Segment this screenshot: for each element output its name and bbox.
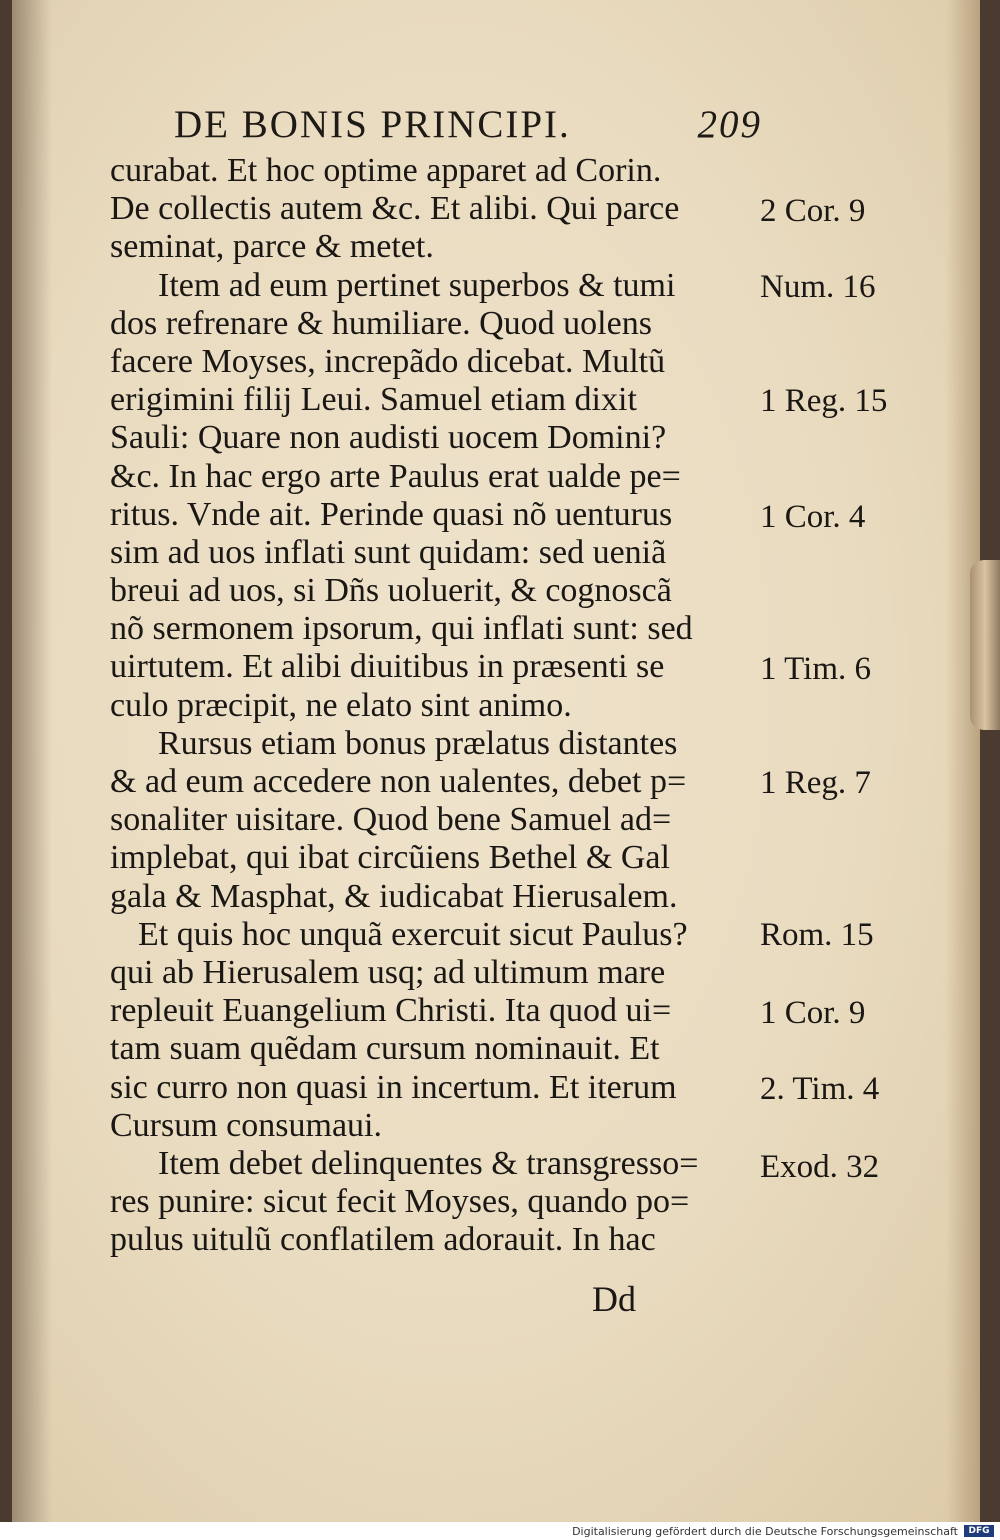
page-number: 209 (697, 103, 762, 146)
margin-reference: Exod. 32 (760, 1149, 880, 1185)
text-line: erigimini filij Leui. Samuel etiam dixit (110, 381, 637, 419)
text-line: implebat, qui ibat circũiens Bethel & Gal (110, 839, 670, 877)
text-line: dos refrenare & humiliare. Quod uolens (110, 304, 652, 342)
text-line: facere Moyses, increpãdo dicebat. Multũ (110, 342, 666, 380)
margin-reference: 1 Cor. 4 (760, 499, 866, 535)
text-line: Et quis hoc unquã exercuit sicut Paulus? (138, 915, 688, 953)
margin-reference: 1 Reg. 7 (760, 765, 871, 801)
text-line: sim ad uos inflati sunt quidam: sed ueniã (110, 533, 667, 571)
text-line: & ad eum accedere non ualentes, debet p= (110, 763, 687, 800)
margin-reference: 1 Cor. 9 (760, 995, 866, 1031)
margin-reference: 1 Tim. 6 (760, 651, 871, 687)
text-line: ritus. Vnde ait. Perinde quasi nõ uenturus (110, 495, 673, 533)
margin-reference: 1 Reg. 15 (760, 383, 888, 419)
text-line: Sauli: Quare non audisti uocem Domini? (110, 419, 667, 457)
text-line: &c. In hac ergo arte Paulus erat ualde pe= (110, 457, 681, 495)
text-line: nõ sermonem ipsorum, qui inflati sunt: sed (110, 610, 693, 648)
running-head (174, 102, 774, 148)
gutter-shadow (12, 0, 52, 1522)
text-line: Item debet delinquentes & transgresso= (158, 1144, 699, 1182)
text-line: culo præcipit, ne elato sint animo. (110, 686, 572, 724)
digitization-footer (0, 1522, 1000, 1540)
text-line: uirtutem. Et alibi diuitibus in præsenti se (110, 648, 665, 686)
margin-reference: 2 Cor. 9 (760, 193, 866, 229)
text-line: pulus uitulũ conflatilem adorauit. In hac (110, 1221, 656, 1259)
margin-reference: 2. Tim. 4 (760, 1071, 880, 1107)
text-line: curabat. Et hoc optime apparet ad Corin. (110, 152, 662, 189)
text-line: breui ad uos, si Dñs uoluerit, & cognoscã (110, 572, 672, 610)
dfg-logo: DFG (964, 1525, 994, 1537)
text-line: seminat, parce & metet. (110, 228, 434, 266)
book-clasp (970, 560, 1000, 730)
page-fore-edge (946, 0, 980, 1522)
body-text (110, 152, 770, 1259)
text-line: sonaliter uisitare. Quod bene Samuel ad= (110, 801, 672, 839)
text-line: gala & Masphat, & iudicabat Hierusalem. (110, 877, 678, 915)
text-line: qui ab Hierusalem usq; ad ultimum mare (110, 953, 666, 991)
text-line: Item ad eum pertinet superbos & tumi (158, 266, 676, 304)
text-line: De collectis autem &c. Et alibi. Qui parce (110, 190, 680, 228)
text-line: sic curro non quasi in incertum. Et iterum (110, 1068, 677, 1106)
running-title: DE BONIS PRINCIPI. (174, 103, 571, 146)
funding-credit: Digitalisierung gefördert durch die Deutsche Forschungsgemeinschaft (572, 1525, 958, 1538)
signature-mark: Dd (592, 1279, 636, 1319)
text-line: Cursum consumaui. (110, 1106, 382, 1144)
text-line: res punire: sicut fecit Moyses, quando po= (110, 1183, 690, 1221)
margin-reference: Num. 16 (760, 269, 876, 305)
text-line: repleuit Euangelium Christi. Ita quod ui= (110, 992, 672, 1030)
text-line: tam suam quẽdam cursum nominauit. Et (110, 1030, 660, 1068)
margin-reference: Rom. 15 (760, 917, 874, 953)
text-line: Rursus etiam bonus prælatus distantes (158, 724, 678, 762)
